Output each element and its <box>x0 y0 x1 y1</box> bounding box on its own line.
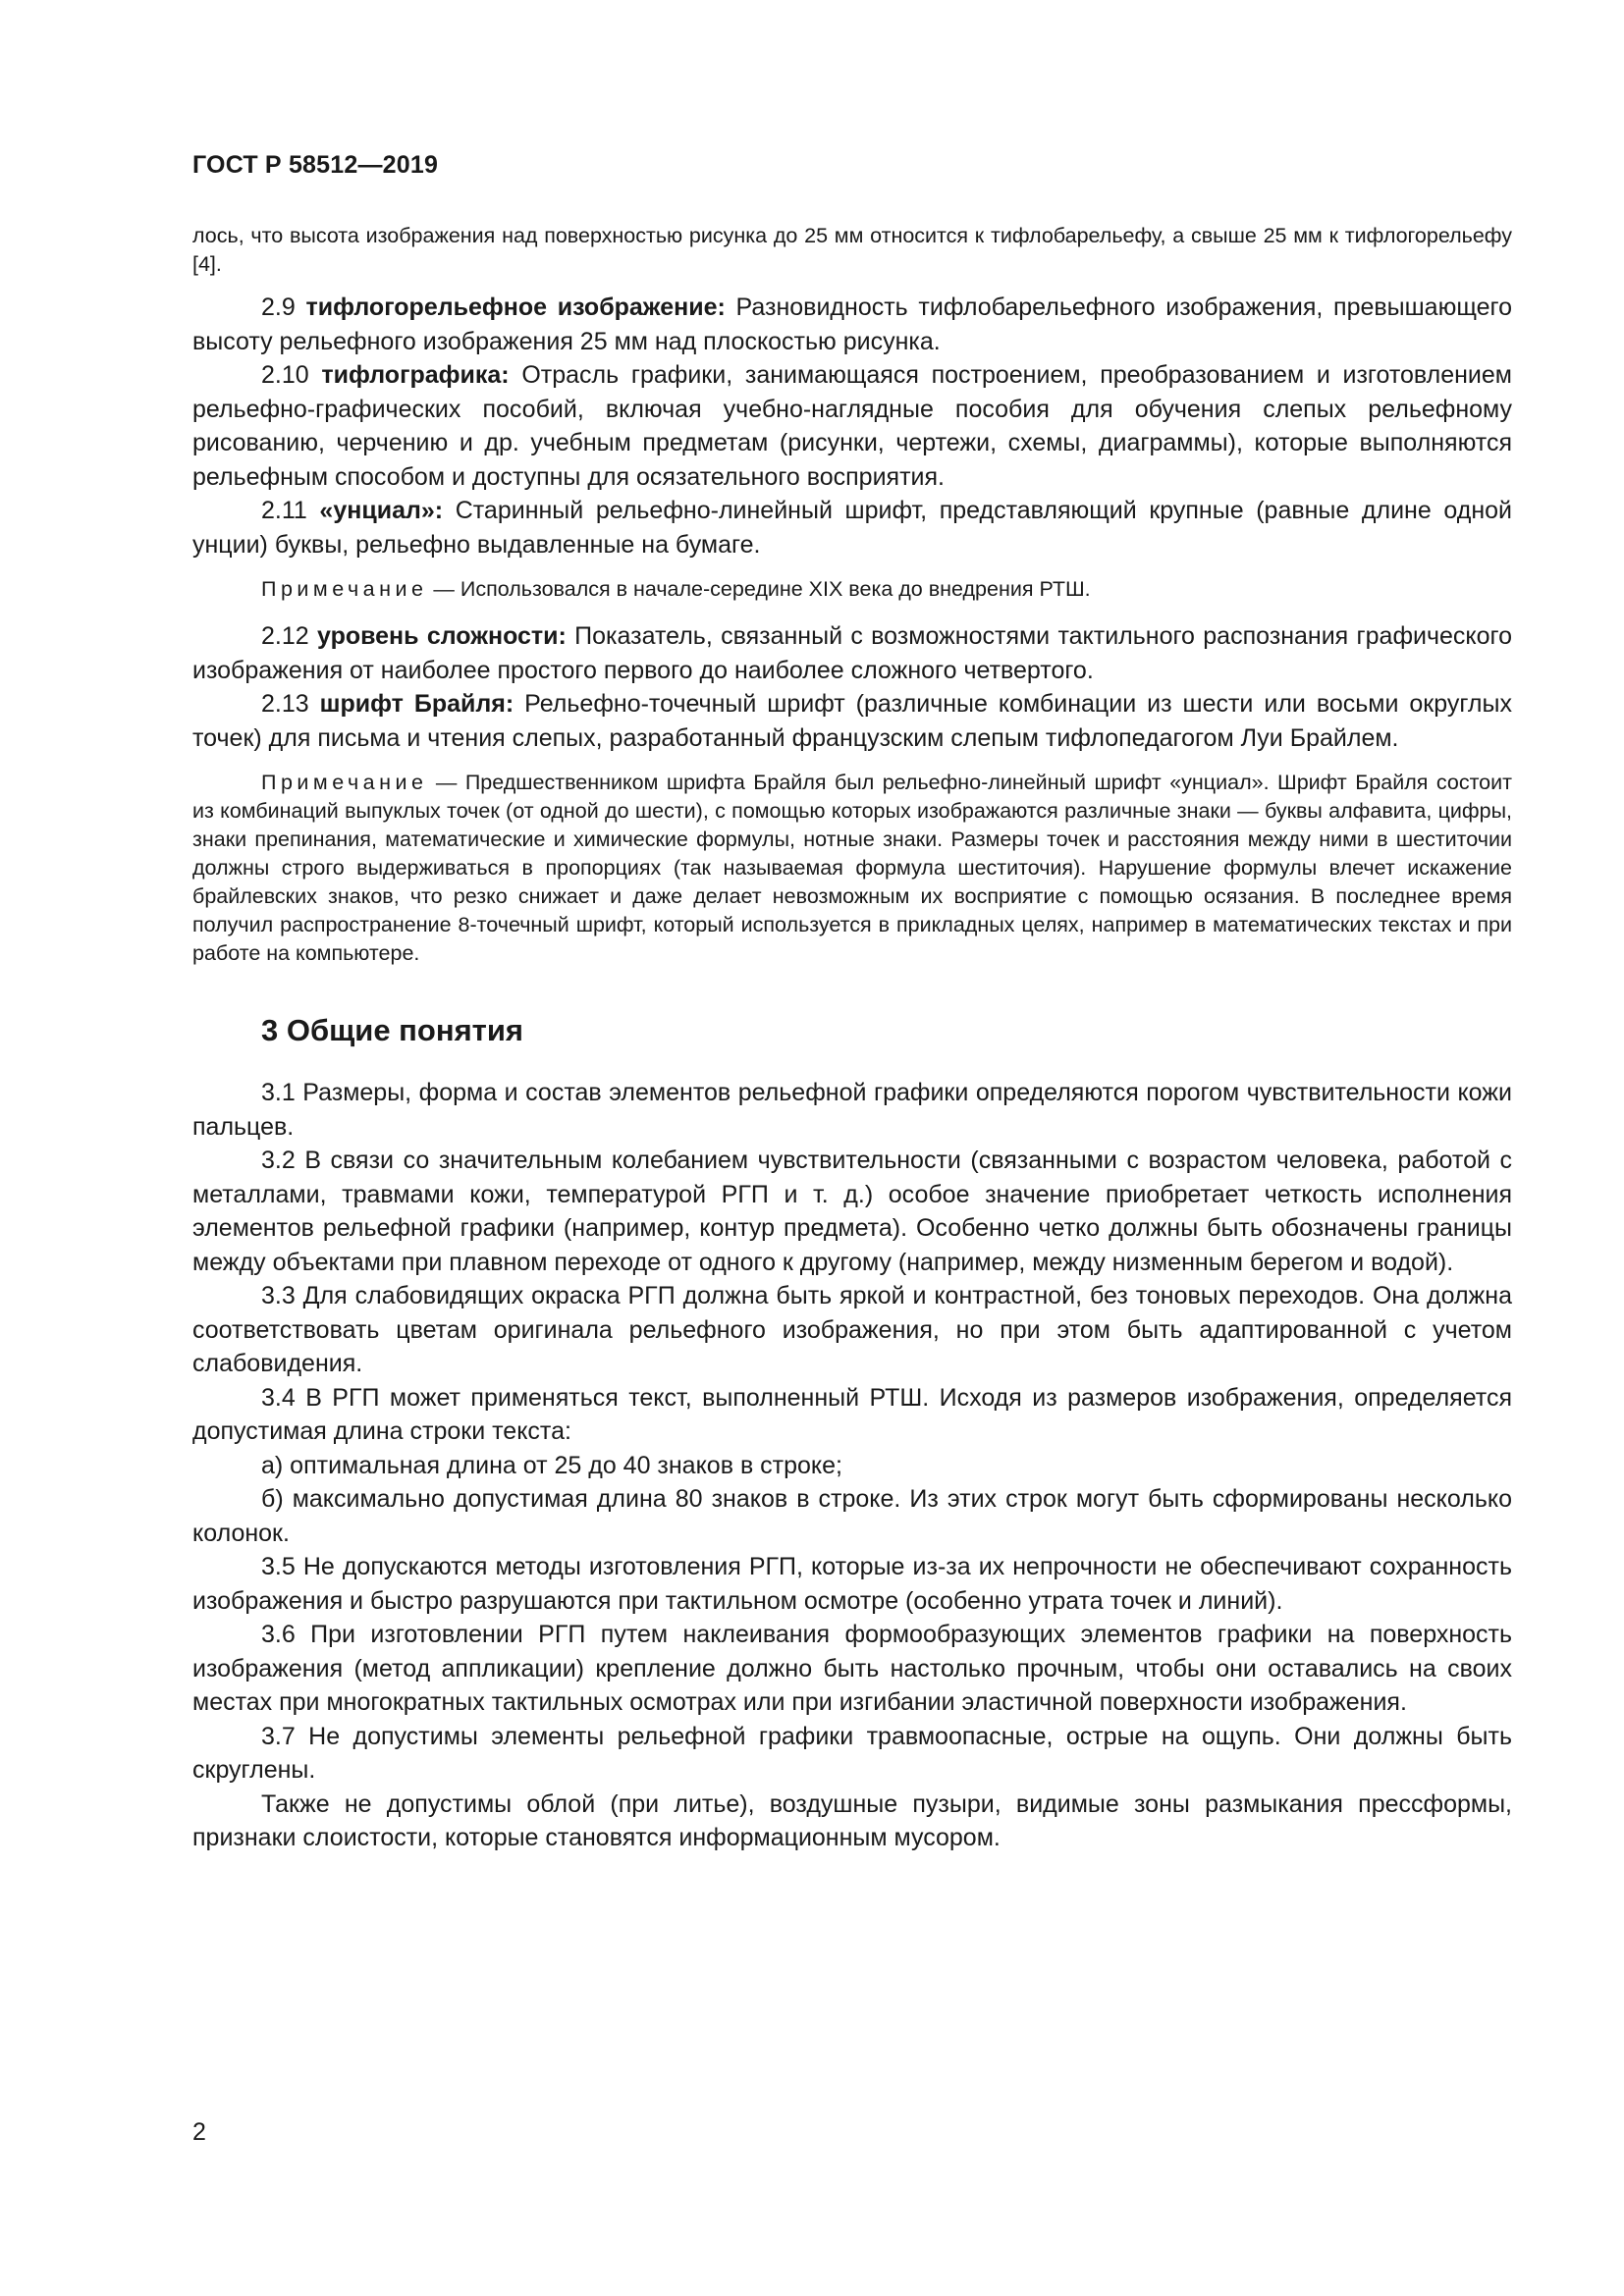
definition-2-13 <box>192 687 1512 755</box>
definition-number: 2.13 <box>261 690 309 718</box>
document-body <box>192 222 1512 1855</box>
continued-paragraph: лось, что высота изображения над поверхностью рисунка до 25 мм относится к тифлобарельефу, а свыше 25 мм к тифлогорельефу [4]. <box>192 224 1512 276</box>
definition-text: Показатель, связанный с возможностями тактильного распознания графического изображения от наиболее простого первого до наиболее сложного четвертого. <box>192 622 1513 684</box>
definition-number: 2.12 <box>261 622 309 650</box>
page-number: 2 <box>192 2118 206 2146</box>
paragraph-3-2: 3.2 В связи со значительным колебанием чувствительности (связанными с возрастом человека, работой с металлами, травмами кожи, температурой РГП и т. д.) особое значение приобретает четкость исполнения элементов рельефной графики (например, контур предмета). Особенно четко должны быть обозначены границы между объектами при плавном переходе от одного к другому (например, между низменным берегом и водой). <box>192 1147 1512 1276</box>
definition-text: Разновидность тифлобарельефного изображения, превышающего высоту рельефного изображения 25 мм над плоскостью рисунка. <box>192 294 1512 355</box>
paragraph-3-7-continued: Также не допустимы облой (при литье), воздушные пузыри, видимые зоны размыкания прессформы, признаки слоистости, которые становятся информационным мусором. <box>192 1789 1512 1851</box>
note-text: — Использовался в начале-середине XIX века до внедрения РТШ. <box>427 577 1091 601</box>
paragraph-3-3: 3.3 Для слабовидящих окраска РГП должна быть яркой и контрастной, без тоновых переходов. Она должна соответствовать цветам оригинала рельефного изображения, но при этом быть адаптированной с учетом слабовидения. <box>192 1282 1512 1377</box>
definition-term: тифлогорельефное изображение: <box>305 294 726 321</box>
definition-term: шрифт Брайля: <box>319 690 514 718</box>
list-item-b: б) максимально допустимая длина 80 знаков в строке. Из этих строк могут быть сформированы несколько колонок. <box>192 1485 1512 1547</box>
paragraph-3-7: 3.7 Не допустимы элементы рельефной графики травмоопасные, острые на ощупь. Они должны быть скруглены. <box>192 1722 1512 1784</box>
definition-term: уровень сложности: <box>317 622 567 650</box>
definition-number: 2.11 <box>261 497 307 524</box>
definition-2-11 <box>192 494 1512 561</box>
paragraph-3-6: 3.6 При изготовлении РГП путем наклеивания формообразующих элементов графики на поверхность изображения (метод аппликации) крепление должно быть настолько прочным, чтобы они оставались на своих местах при многократных тактильных осмотрах или при изгибании эластичной поверхности изображения. <box>192 1621 1512 1716</box>
paragraph-3-5: 3.5 Не допускаются методы изготовления РГП, которые из-за их непрочности не обеспечивают сохранность изображения и быстро разрушаются при тактильном осмотре (особенно утрата точек и линий). <box>192 1553 1512 1615</box>
note-2-13 <box>192 769 1512 968</box>
definition-number: 2.9 <box>261 294 296 321</box>
note-label: Примечание <box>261 577 428 601</box>
paragraph-3-1: 3.1 Размеры, форма и состав элементов рельефной графики определяются порогом чувствительности кожи пальцев. <box>192 1079 1512 1141</box>
definition-text: Рельефно-точечный шрифт (различные комбинации из шести или восьми округлых точек) для письма и чтения слепых, разработанный французским слепым тифлопедагогом Луи Брайлем. <box>192 690 1512 752</box>
note-2-11 <box>192 575 1512 604</box>
list-item-a: а) оптимальная длина от 25 до 40 знаков в строке; <box>261 1451 842 1479</box>
definition-2-12 <box>192 619 1512 687</box>
definition-number: 2.10 <box>261 361 309 389</box>
note-text: — Предшественником шрифта Брайля был рельефно-линейный шрифт «унциал». Шрифт Брайля состоит из комбинаций выпуклых точек (от одной до шести), с помощью которых изображаются различные знаки — буквы алфавита, цифры, знаки препинания, математические и химические формулы, нотные знаки. Размеры точек и расстояния между ними в шеститочии должны строго выдерживаться в пропорциях (так называемая формула шеститочия). Нарушение формулы влечет искажение брайлевских знаков, что резко снижает и даже делает невозможным их восприятие с помощью осязания. В последнее время получил распространение 8-точечный шрифт, который используется в прикладных целях, например в математических текстах и при работе на компьютере. <box>192 771 1512 965</box>
definition-text: Отрасль графики, занимающаяся построением, преобразованием и изготовлением рельефно-графических пособий, включая учебно-наглядные пособия для обучения слепых рельефному рисованию, черчению и др. учебным предметам (рисунки, чертежи, схемы, диаграммы), которые выполняются рельефным способом и доступны для осязательного восприятия. <box>192 361 1512 491</box>
definition-term: «унциал»: <box>319 497 444 524</box>
definition-2-10 <box>192 358 1512 494</box>
definition-term: тифлографика: <box>321 361 510 389</box>
note-label: Примечание <box>261 771 428 794</box>
paragraph-3-4: 3.4 В РГП может применяться текст, выполненный РТШ. Исходя из размеров изображения, определяется допустимая длина строки текста: <box>192 1383 1512 1445</box>
definition-2-9 <box>192 291 1512 358</box>
section-title: 3 Общие понятия <box>261 1013 523 1047</box>
document-code: ГОСТ Р 58512—2019 <box>192 151 439 179</box>
definition-text: Старинный рельефно-линейный шрифт, представляющий крупные (равные длине одной унции) буквы, рельефно выдавленные на бумаге. <box>192 497 1512 559</box>
